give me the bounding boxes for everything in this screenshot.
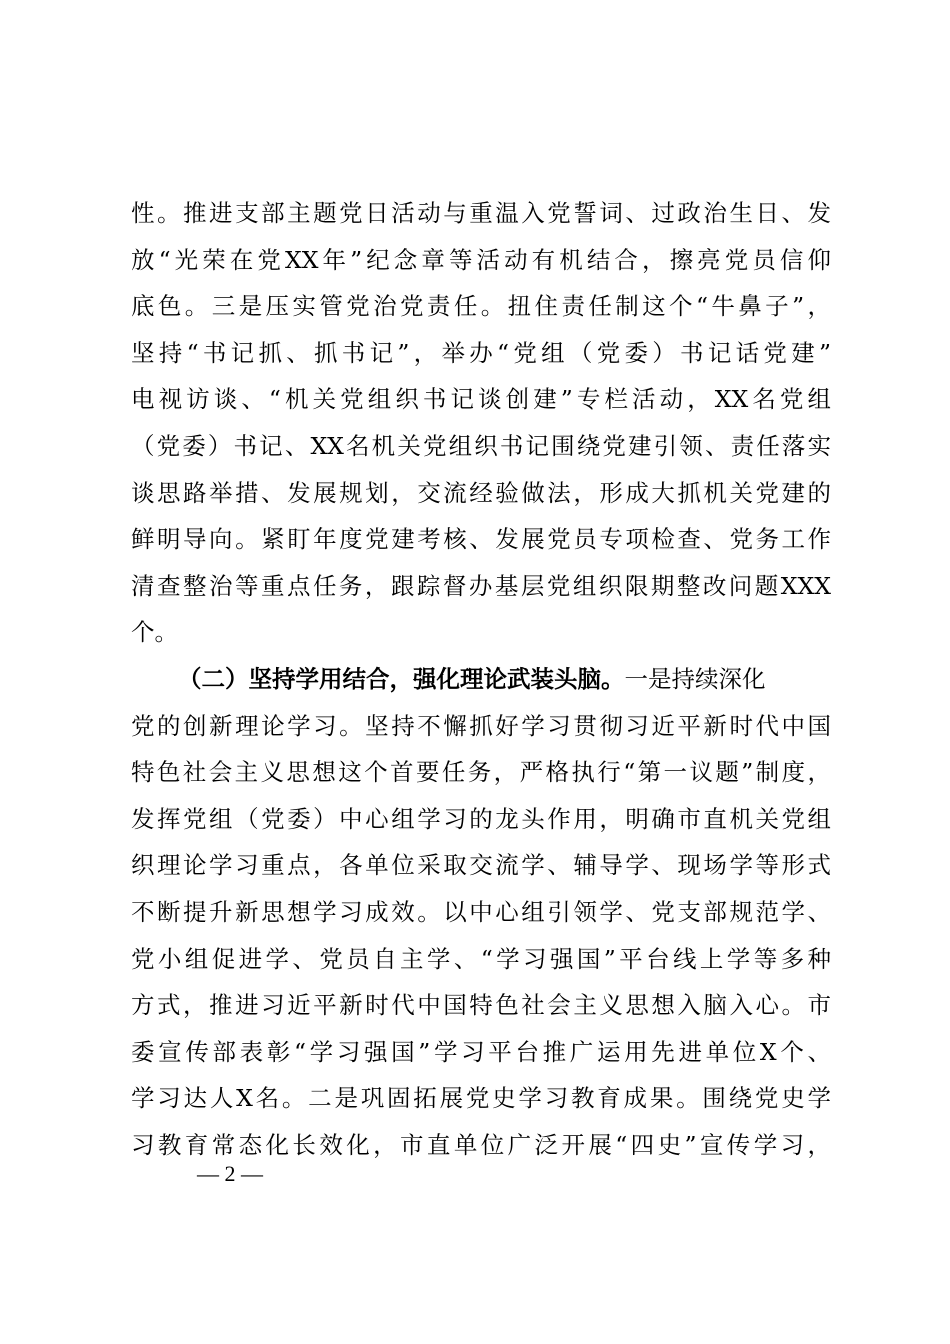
- text-line: 电视访谈、“机关党组织书记谈创建”专栏活动，XX名党组: [131, 385, 831, 414]
- section-first-line-rest: 一是持续深化: [624, 664, 766, 693]
- text-line: 鲜明导向。紧盯年度党建考核、发展党员专项检查、党务工作: [131, 525, 831, 554]
- text-line: 党的创新理论学习。坚持不懈抓好学习贯彻习近平新时代中国: [131, 711, 831, 740]
- text-line: 织理论学习重点，各单位采取交流学、辅导学、现场学等形式: [131, 851, 831, 880]
- text-line: 特色社会主义思想这个首要任务，严格执行“第一议题”制度，: [131, 758, 831, 787]
- section-first-line: [131, 656, 831, 703]
- text-line: 谈思路举措、发展规划，交流经验做法，形成大抓机关党建的: [131, 478, 831, 507]
- text-line: 底色。三是压实管党治党责任。扭住责任制这个“牛鼻子”，: [131, 292, 831, 321]
- text-line: 个。: [131, 618, 178, 647]
- page-number: — 2 —: [197, 1161, 263, 1186]
- text-line: 放“光荣在党XX年”纪念章等活动有机结合，擦亮党员信仰: [131, 245, 831, 274]
- text-line: 不断提升新思想学习成效。以中心组引领学、党支部规范学、: [131, 897, 831, 926]
- text-line: 性。推进支部主题党日活动与重温入党誓词、过政治生日、发: [131, 199, 831, 227]
- section-heading: （二）坚持学用结合，强化理论武装头脑。: [178, 664, 625, 693]
- text-line: 清查整治等重点任务，跟踪督办基层党组织限期整改问题XXX: [131, 571, 831, 600]
- body-text: [131, 190, 831, 1168]
- text-line: 党小组促进学、党员自主学、“学习强国”平台线上学等多种: [131, 944, 831, 973]
- text-line: （党委）书记、XX名机关党组织书记围绕党建引领、责任落实: [131, 431, 831, 460]
- text-line: 委宣传部表彰“学习强国”学习平台推广运用先进单位X个、: [131, 1037, 831, 1066]
- text-line: 学习达人X名。二是巩固拓展党史学习教育成果。围绕党史学: [131, 1084, 831, 1113]
- text-line: 方式，推进习近平新时代中国特色社会主义思想入脑入心。市: [131, 991, 831, 1020]
- text-line: 习教育常态化长效化，市直单位广泛开展“四史”宣传学习，: [131, 1130, 831, 1159]
- text-line: 发挥党组（党委）中心组学习的龙头作用，明确市直机关党组: [131, 804, 831, 833]
- text-line: 坚持“书记抓、抓书记”，举办“党组（党委）书记话党建”: [131, 338, 831, 367]
